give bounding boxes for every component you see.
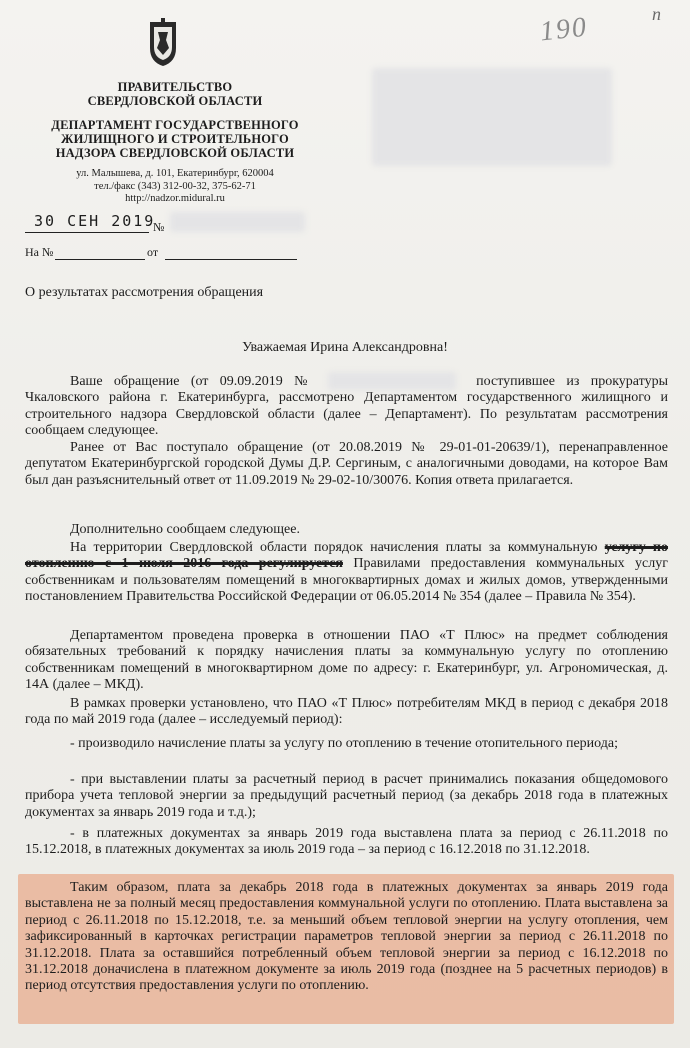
address-line-2: тел./факс (343) 312-00-32, 375-62-71 bbox=[94, 180, 256, 192]
address-line-3: http://nadzor.midural.ru bbox=[125, 193, 225, 204]
salutation: Уважаемая Ирина Александровна! bbox=[242, 340, 448, 355]
paragraph-6: В рамках проверки установлено, что ПАО «Т Плюс» потребителям МКД в период с декабря 2018 года по май 2019 года (далее – исследуемый период): bbox=[25, 696, 668, 728]
paragraph-10-conclusion: Таким образом, плата за декабрь 2018 года в платежных документах за январь 2019 года выставлена не за полный месяц предоставления коммунальной услуги по отоплению. Плата выставлена за период с 26.11.2018 по 15.12.2018, т.е. за меньший объем тепловой энергии на услугу отопления, чем зафиксированный в карточках регистрации параметров тепловой энергии за период с 26.11.2018 по 31.12.2018. Плата за оставшийся потребленный объем тепловой энергии за период с 16.12.2018 по 31.12.2018 доначислена в платежном документе за июль 2019 года (позднее на 5 расчетных периодов) в период отсутствия предоставления услуги по отоплению. bbox=[25, 880, 668, 994]
department-line-3: НАДЗОРА СВЕРДЛОВСКОЙ ОБЛАСТИ bbox=[55, 146, 295, 160]
coat-of-arms-icon bbox=[148, 18, 178, 68]
redacted-recipient-block bbox=[372, 68, 612, 166]
struck-through-text: услугу по отоплению с 1 июля 2016 года регулируется bbox=[25, 540, 669, 572]
paragraph-9: - в платежных документах за январь 2019 года выставлена плата за период с 26.11.2018 по 15.12.2018, в платежных документах за июль 2019 года – за период с 16.12.2018 по 31.12.2018. bbox=[25, 826, 668, 858]
handwritten-number: 190 bbox=[538, 11, 590, 48]
letter-subject: О результатах рассмотрения обращения bbox=[25, 285, 264, 300]
paragraph-4-start: На территории Свердловской области порядок начисления платы за коммунальную bbox=[70, 540, 598, 555]
reference-prefix: На № bbox=[25, 245, 54, 259]
paragraph-1-start: Ваше обращение (от 09.09.2019 № bbox=[70, 374, 316, 389]
registration-date-stamp: 30 СЕН 2019 bbox=[34, 212, 156, 230]
paragraph-7: - производило начисление платы за услугу по отоплению в течение отопительного периода; bbox=[70, 736, 618, 751]
registration-number-mark: № bbox=[153, 220, 165, 234]
address-line-1: ул. Малышева, д. 101, Екатеринбург, 620004 bbox=[76, 168, 274, 179]
page-mark: п bbox=[652, 4, 661, 24]
paragraph-2: Ранее от Вас поступало обращение (от 20.08.2019 № 29-01-01-20639/1), перенаправленное депутатом Екатеринбургской городской Думы Д.Р. Сергиным, с аналогичными доводами, на которое Вам был дан разъяснительный ответ от 11.09.2019 № 29-02-10/30076. Копия ответа прилагается. bbox=[25, 440, 668, 488]
department-name bbox=[10, 118, 340, 160]
government-name bbox=[10, 80, 340, 108]
government-line-1: ПРАВИТЕЛЬСТВО bbox=[117, 80, 233, 94]
paragraph-4 bbox=[25, 540, 668, 606]
paragraph-4-end: Правилами предоставления коммунальных услуг собственникам и пользователям помещений в многоквартирных домах и жилых домов, утвержденными постановлением Правительства Российской Федерации от 06.05.2014 № 354 (далее – Правила № 354). bbox=[25, 556, 669, 605]
paragraph-1-end: поступившее из прокуратуры Чкаловского района г. Екатеринбурга, рассмотрено Департаментом государственного жилищного и строительного надзора Свердловской области (далее – Департамент). По результатам рассмотрения сообщаем следующее. bbox=[25, 374, 669, 439]
paragraph-5: Департаментом проведена проверка в отношении ПАО «Т Плюс» на предмет соблюдения обязательных требований к порядку начисления платы за коммунальную услугу по отоплению собственникам помещений в многоквартирном доме по адресу: г. Екатеринбург, ул. Агрономическая, д. 14А (далее – МКД). bbox=[25, 628, 668, 693]
department-line-1: ДЕПАРТАМЕНТ ГОСУДАРСТВЕННОГО bbox=[51, 118, 299, 132]
redacted-request-number bbox=[328, 372, 456, 390]
reference-from-label: от bbox=[147, 245, 159, 259]
redacted-registration-number bbox=[170, 212, 305, 232]
government-line-2: СВЕРДЛОВСКОЙ ОБЛАСТИ bbox=[87, 94, 263, 108]
department-line-2: ЖИЛИЩНОГО И СТРОИТЕЛЬНОГО bbox=[61, 132, 289, 146]
reference-date-underline bbox=[165, 259, 297, 260]
reference-number-underline bbox=[55, 259, 145, 260]
department-address bbox=[10, 168, 340, 206]
paragraph-3: Дополнительно сообщаем следующее. bbox=[70, 522, 300, 537]
paragraph-8: - при выставлении платы за расчетный период в расчет принимались показания общедомового прибора учета тепловой энергии за предыдущий расчетный период (за декабрь 2018 года в платежных документах за январь 2019 года и т.д.); bbox=[25, 772, 668, 820]
